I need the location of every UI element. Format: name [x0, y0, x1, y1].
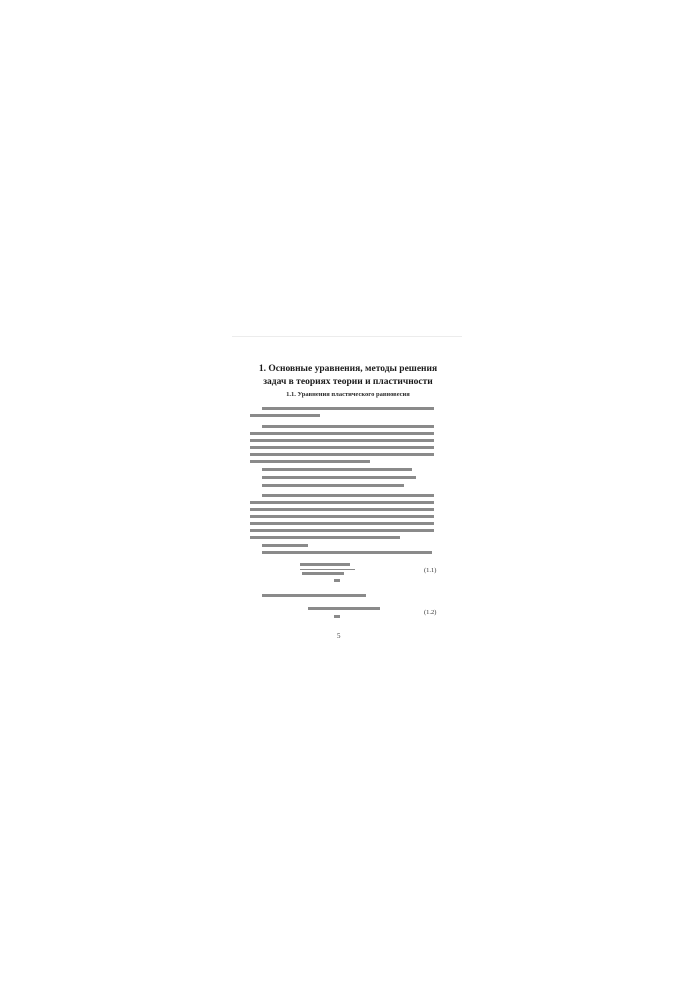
chapter-title: 1. Основные уравнения, методы решения задач в теориях теории и пластичности — [258, 364, 438, 387]
top-rule — [232, 336, 462, 337]
equation-number-2: (1.2) — [424, 609, 437, 616]
page-number: 5 — [337, 632, 341, 640]
equation-number-1: (1.1) — [424, 567, 437, 574]
section-title: 1.1. Уравнения пластического равновесия — [286, 391, 410, 398]
